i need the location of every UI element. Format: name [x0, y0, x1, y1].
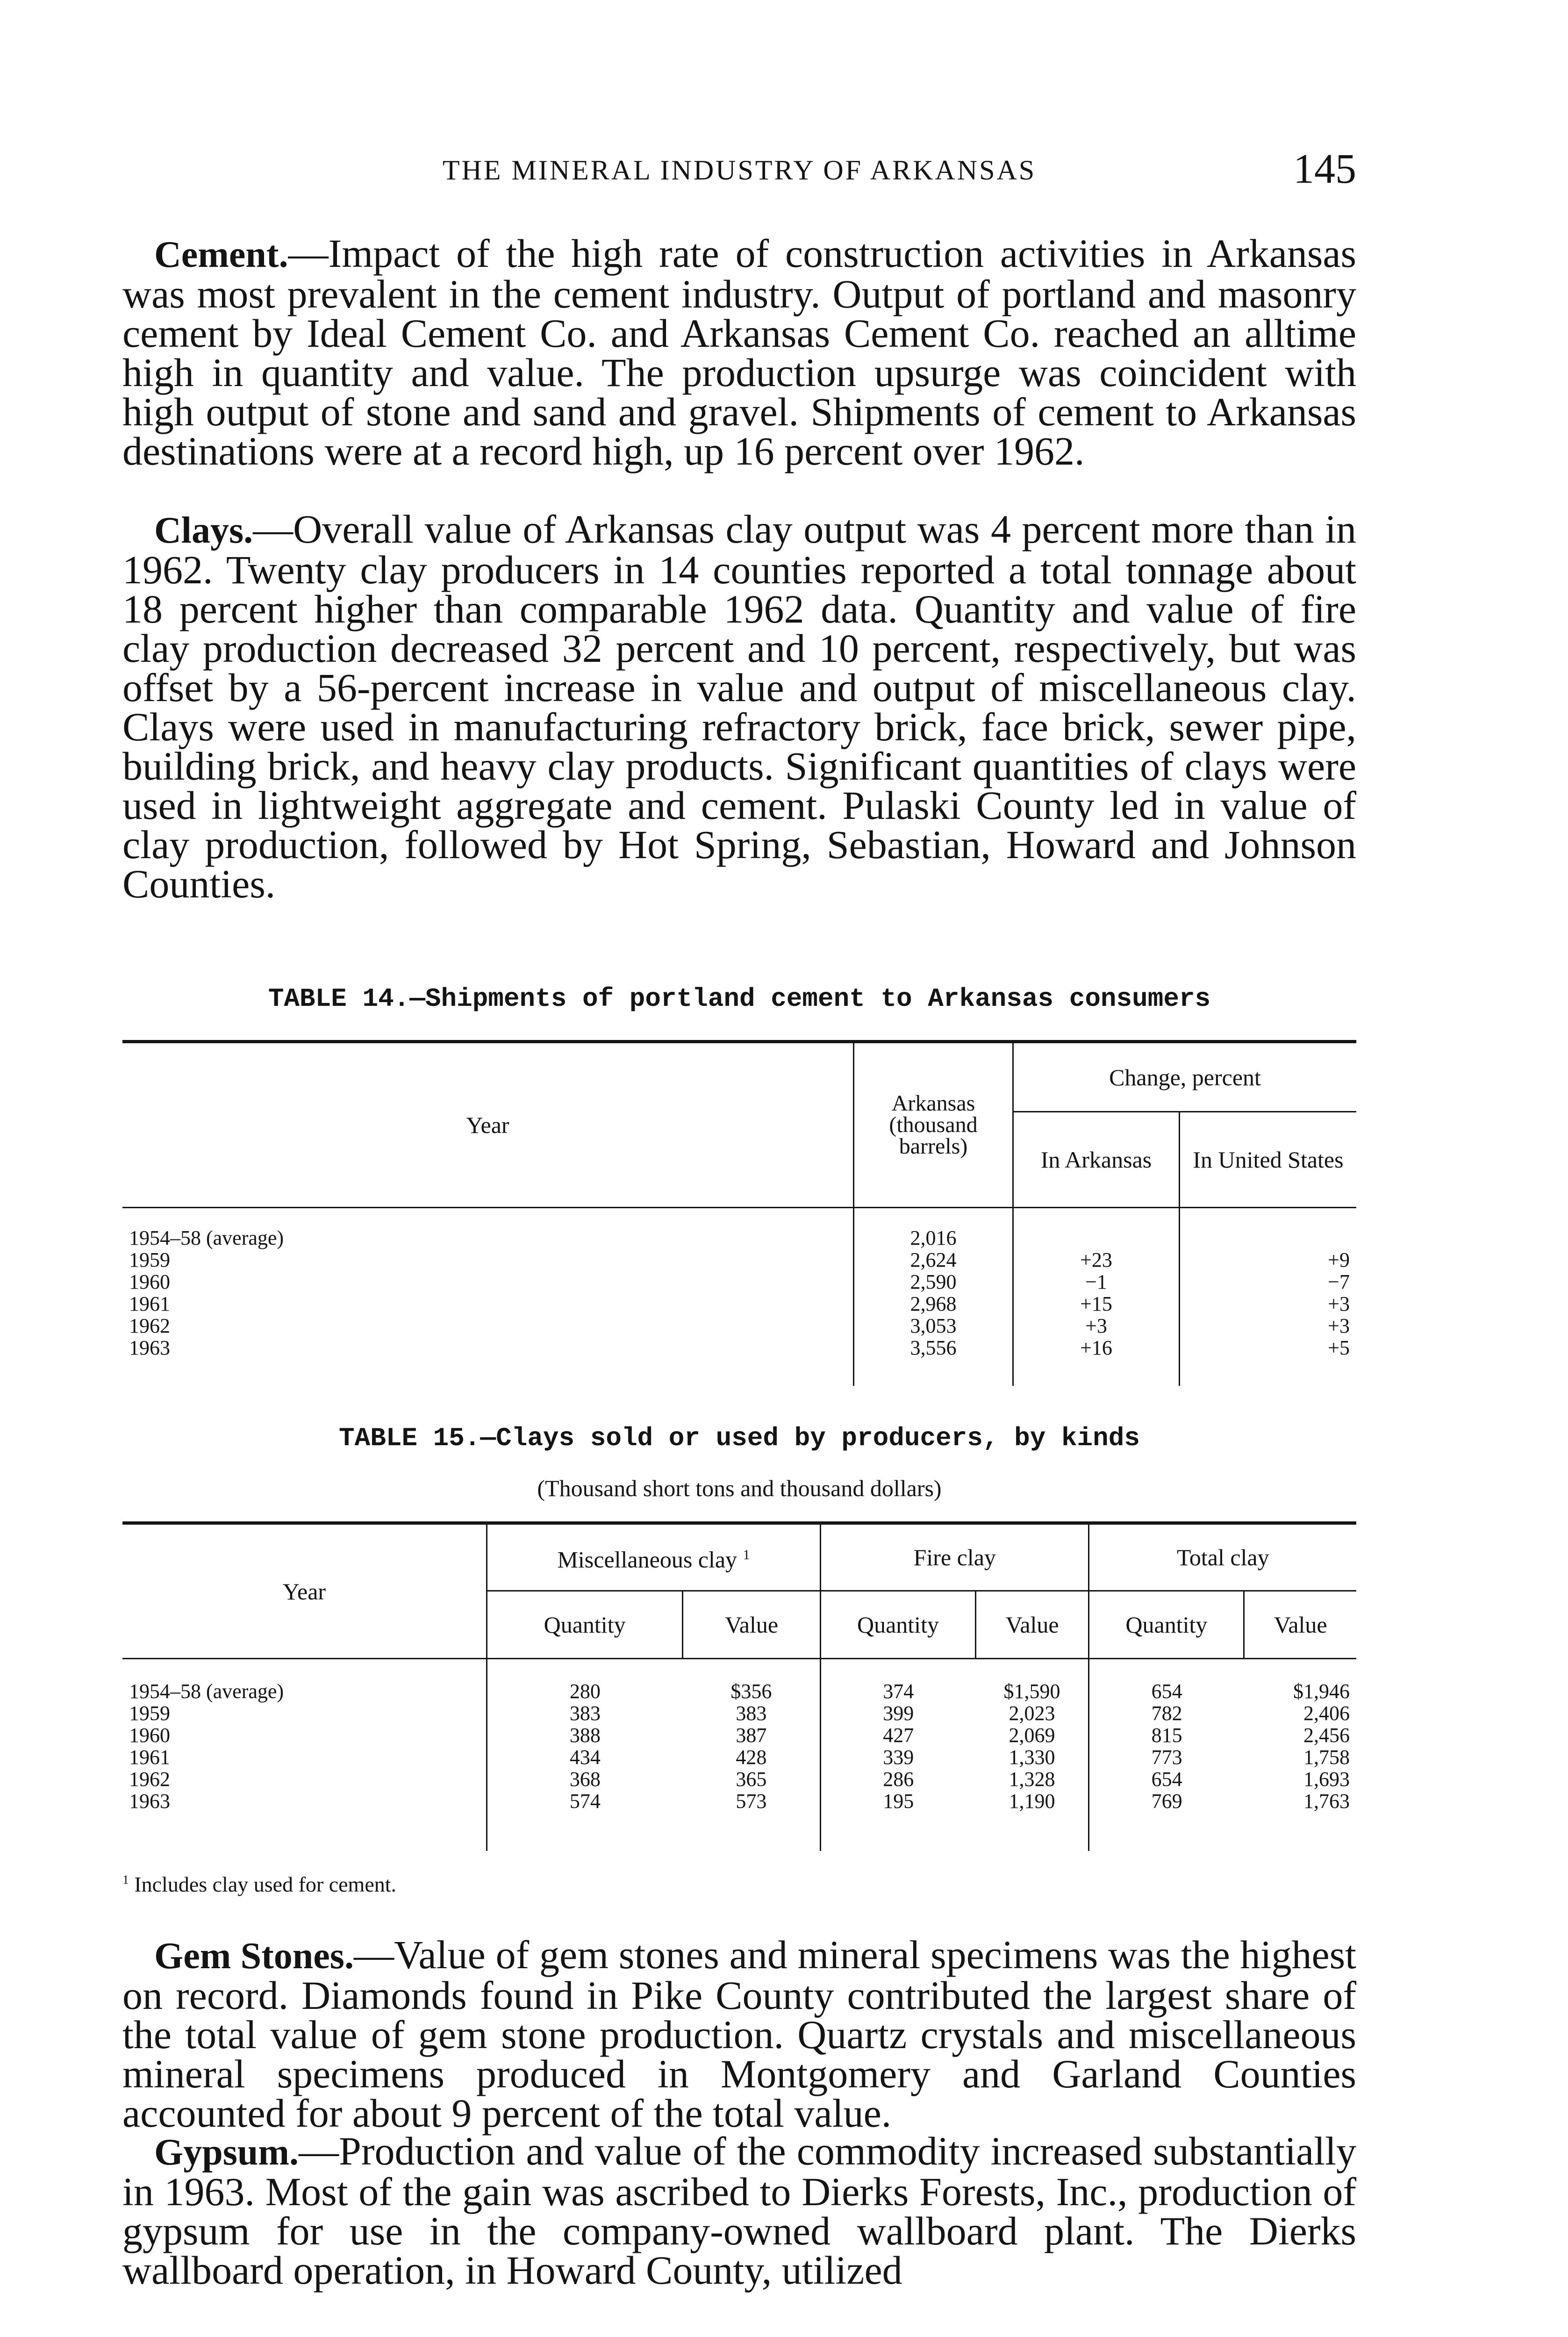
- paragraph-body: —Value of gem stones and mineral specimens was the highest on record. Diamonds found in Pike County contributed the largest share of the total value of gem stone production. Quartz crystals and miscellaneous mineral specimens produced in Montgomery and Garland Counties accounted for about 9 percent of the total value.: [122, 1932, 1356, 2136]
- arkansas-barrels-column: 2,016 2,624 2,590 2,968 3,053 3,556: [854, 1208, 1013, 1386]
- column-header-in-united-states: In United States: [1180, 1112, 1357, 1208]
- paragraph-body: —Overall value of Arkansas clay output was 4 percent more than in 1962. Twenty clay producers in 14 counties reported a total tonnage about 18 percent higher than comparable 1962 data. Quantity and value of fire clay production decreased 32 percent and 10 percent, respectively, but was offset by a 56-percent increase in value and output of miscellaneous clay. Clays were used in manufacturing refractory brick, face brick, sewer pipe, building brick, and heavy clay products. Significant quantities of clays were used in lightweight aggregate and cement. Pulaski County led in value of clay production, followed by Hot Spring, Sebastian, Howard and Johnson Counties.: [122, 507, 1356, 906]
- paragraph-body: —Production and value of the commodity increased substantially in 1963. Most of the gain was ascribed to Dierks Forests, Inc., production of gypsum for use in the company-owned wallboard plant. The Dierks wallboard operation, in Howard County, utilized: [122, 2129, 1356, 2293]
- column-header-change: Change, percent: [1013, 1042, 1357, 1112]
- column-header-total-clay: Total clay: [1089, 1523, 1356, 1591]
- table-15-caption: TABLE 15.—Clays sold or used by producers, by kinds: [339, 1423, 1140, 1453]
- footnote-text: Includes clay used for cement.: [134, 1872, 397, 1896]
- paragraph-lead: Gem Stones.: [154, 1936, 354, 1977]
- total-clay-quantity-column: 654 782 815 773 654 769: [1151, 1680, 1182, 1813]
- total-clay-value-column: $1,946 2,406 2,456 1,758 1,693 1,763: [1293, 1680, 1350, 1813]
- paragraph-body: —Impact of the high rate of construction activities in Arkansas was most prevalent in the cement industry. Output of portland and masonry cement by Ideal Cement Co. and Arkansas Cement Co. reached an alltime high in quantity and value. The production upsurge was coincident with high output of stone and sand and gravel. Shipments of cement to Arkansas destinations were at a record high, up 16 percent over 1962.: [122, 231, 1356, 473]
- paragraph-lead: Gypsum.: [154, 2132, 299, 2173]
- column-header-miscellaneous-clay-label: Miscellaneous clay: [557, 1546, 737, 1573]
- column-header-year: Year: [122, 1042, 854, 1208]
- year-column: 1954–58 (average) 1959 1960 1961 1962 1963: [122, 1208, 854, 1386]
- table-15-subcaption: (Thousand short tons and thousand dollars): [537, 1475, 942, 1501]
- paragraph-gypsum: [122, 2129, 1356, 2293]
- change-in-united-states-column: +9 −7 +3 +3 +5: [1328, 1248, 1350, 1359]
- paragraph-gem-stones: [122, 1932, 1356, 2136]
- footnote-reference: 1: [743, 1547, 750, 1563]
- paragraph-lead: Cement.: [154, 234, 288, 275]
- column-header-value: Value: [975, 1591, 1089, 1659]
- paragraph-lead: Clays.: [154, 510, 253, 551]
- table-15-footnote: [122, 1872, 1356, 1897]
- column-header-quantity: Quantity: [821, 1591, 976, 1659]
- table-14-caption: TABLE 14.—Shipments of portland cement to Arkansas consumers: [268, 984, 1211, 1014]
- footnote-mark: 1: [122, 1872, 129, 1887]
- fire-clay-value-column: $1,590 2,023 2,069 1,330 1,328 1,190: [975, 1659, 1089, 1851]
- fire-clay-quantity-column: 374 399 427 339 286 195: [883, 1680, 914, 1813]
- column-header-quantity: Quantity: [1089, 1591, 1244, 1659]
- page-number: 145: [1293, 146, 1356, 192]
- misc-clay-value-column: $356 383 387 428 365 573: [683, 1659, 821, 1851]
- column-header-miscellaneous-clay: [487, 1523, 821, 1591]
- change-in-arkansas-column: +23 −1 +15 +3 +16: [1013, 1208, 1180, 1386]
- column-header-arkansas: Arkansas (thousand barrels): [854, 1042, 1013, 1208]
- column-header-quantity: Quantity: [487, 1591, 683, 1659]
- paragraph-cement: [122, 231, 1356, 473]
- column-header-value: Value: [683, 1591, 821, 1659]
- column-header-fire-clay: Fire clay: [821, 1523, 1089, 1591]
- table-14: [122, 1040, 1356, 1386]
- running-title: THE MINERAL INDUSTRY OF ARKANSAS: [442, 155, 1037, 186]
- column-header-in-arkansas: In Arkansas: [1013, 1112, 1180, 1208]
- paragraph-clays: [122, 507, 1356, 906]
- page-header: [122, 145, 1356, 196]
- table-15: [122, 1521, 1356, 1851]
- column-header-value: Value: [1244, 1591, 1356, 1659]
- column-header-year: Year: [122, 1523, 487, 1659]
- misc-clay-quantity-column: 280 383 388 434 368 574: [569, 1680, 601, 1813]
- year-column: 1954–58 (average) 1959 1960 1961 1962 1963: [122, 1659, 487, 1851]
